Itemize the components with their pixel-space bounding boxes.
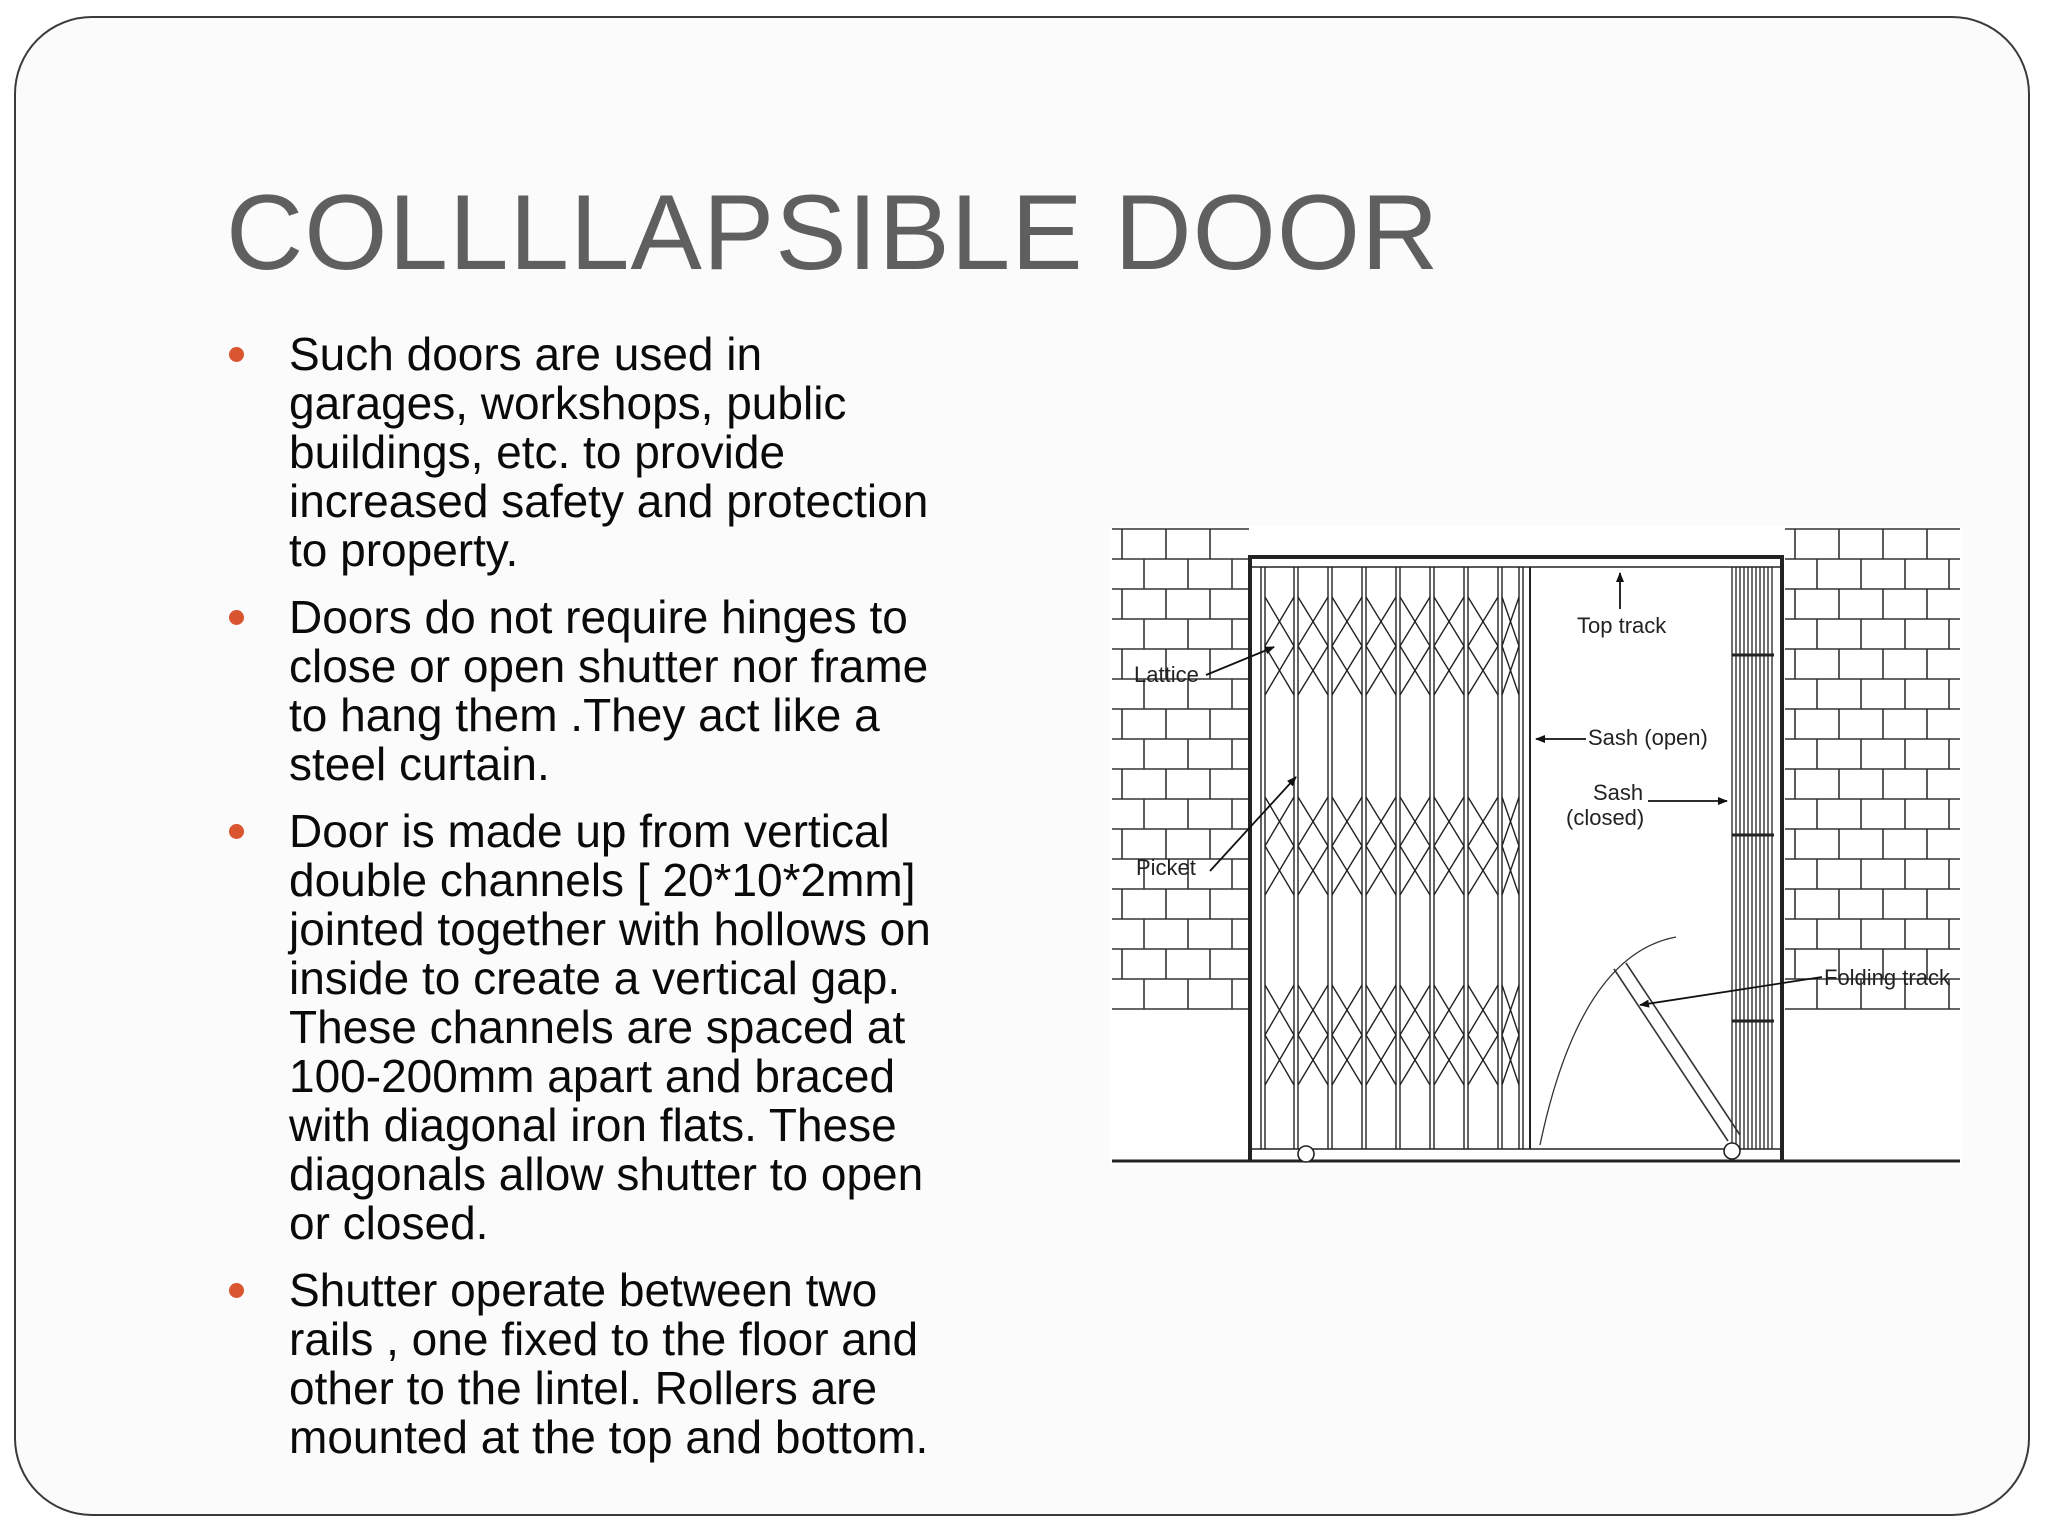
bullet-marker bbox=[229, 824, 244, 839]
bullet-marker bbox=[229, 1283, 244, 1298]
brick-wall-right bbox=[1785, 529, 1960, 1009]
bullet-item bbox=[228, 1266, 1028, 1462]
label-folding-track: Folding track bbox=[1824, 965, 1950, 990]
label-picket: Picket bbox=[1136, 855, 1196, 880]
bullet-marker bbox=[229, 347, 244, 362]
door-frame bbox=[1112, 555, 1960, 1161]
bullet-text: Doors do not require hinges to close or open shutter nor frame to hang them .They act like a steel curtain. bbox=[289, 591, 929, 790]
label-lattice: Lattice bbox=[1134, 662, 1199, 687]
slide-title: COLLLLAPSIBLE DOOR bbox=[226, 172, 1440, 292]
label-top-track: Top track bbox=[1577, 613, 1667, 638]
bullet-marker bbox=[229, 610, 244, 625]
diagram-svg bbox=[1110, 525, 1962, 1165]
bullet-text: Door is made up from vertical double channels [ 20*10*2mm] jointed together with hollows on inside to create a vertical gap. These channels are spaced at 100-200mm apart and braced with diagonal iron flats. These diagonals allow shutter to open or closed. bbox=[289, 805, 931, 1249]
bullet-text: Shutter operate between two rails , one fixed to the floor and other to the lintel. Rollers are mounted at the top and bottom. bbox=[289, 1264, 929, 1463]
roller bbox=[1724, 1143, 1740, 1159]
collapsible-door-diagram bbox=[1110, 525, 1962, 1165]
bullet-item bbox=[228, 593, 1028, 789]
label-sash-open: Sash (open) bbox=[1588, 725, 1708, 750]
bullet-item bbox=[228, 807, 1028, 1248]
bullet-item bbox=[228, 330, 1028, 575]
label-sash-closed-1: Sash bbox=[1593, 780, 1644, 805]
roller bbox=[1298, 1146, 1314, 1162]
brick-wall-left bbox=[1112, 529, 1249, 1009]
bullet-text: Such doors are used in garages, workshops, public buildings, etc. to provide increased safety and protection to property. bbox=[289, 328, 929, 576]
label-sash-closed-2: (closed) bbox=[1566, 805, 1645, 830]
bullet-list bbox=[228, 330, 1028, 1480]
